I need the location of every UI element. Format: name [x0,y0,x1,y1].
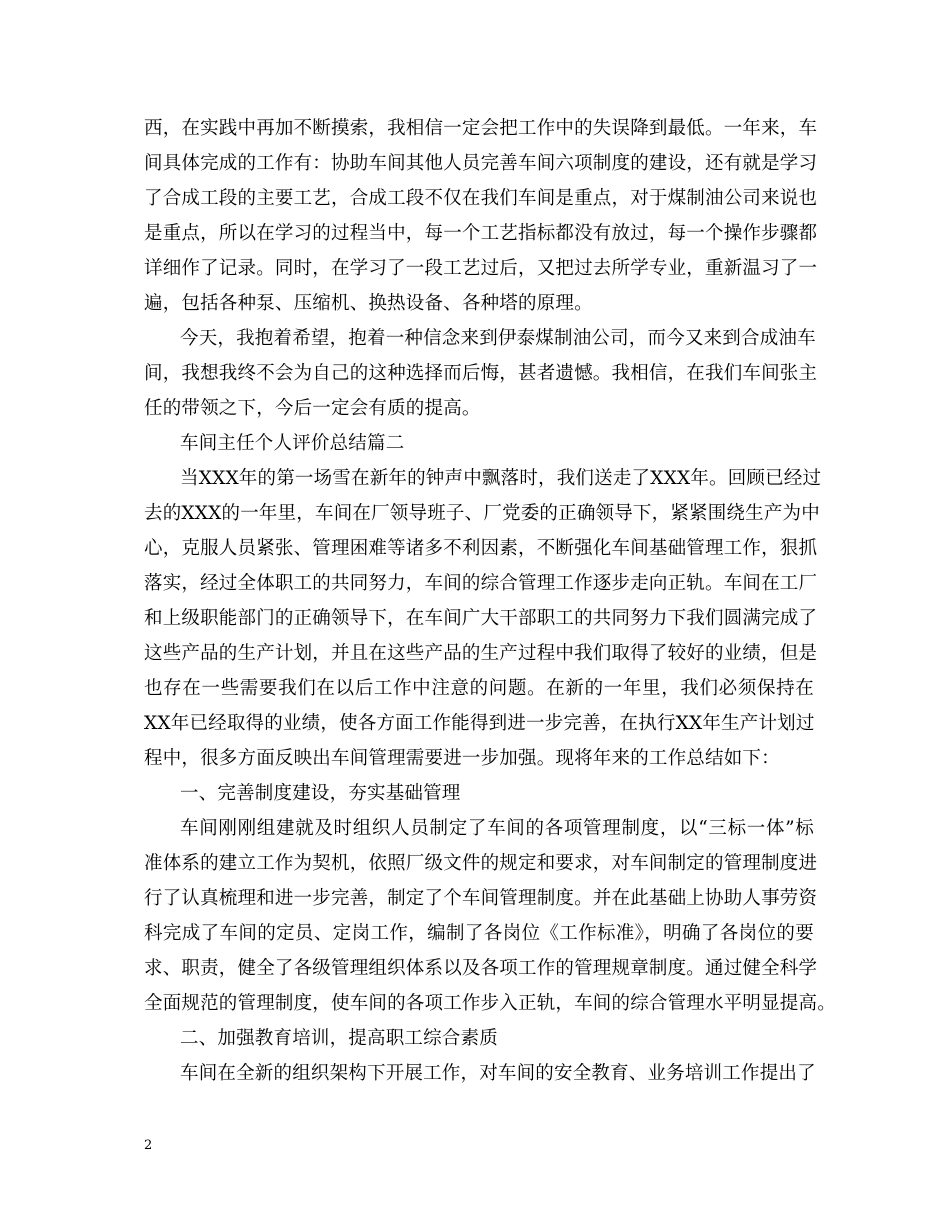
text-line: 和上级职能部门的正确领导下，在车间广大干部职工的共同努力下我们圆满完成了 [144,608,818,629]
text-line: 求、职责，健全了各级管理组织体系以及各项工作的管理规章制度。通过健全科学 [144,958,818,979]
text-line: 遍，包括各种泵、压缩机、换热设备、各种塔的原理。 [144,293,593,314]
text-line: 间，我想我终不会为自己的这种选择而后悔，甚者遗憾。我相信，在我们车间张主 [144,363,818,384]
text-line: 准体系的建立工作为契机，依照厂级文件的规定和要求，对车间制定的管理制度进 [144,853,818,874]
text-line: 程中，很多方面反映出车间管理需要进一步加强。现将年来的工作总结如下： [144,748,780,769]
text-line: 这些产品的生产计划，并且在这些产品的生产过程中我们取得了较好的业绩，但是 [144,643,818,664]
text-line: 是重点，所以在学习的过程当中，每一个工艺指标都没有放过，每一个操作步骤都 [144,223,818,244]
text-line: 去的XXX的一年里，车间在厂领导班子、厂党委的正确领导下，紧紧围绕生产为中 [144,503,820,524]
text-line: 落实，经过全体职工的共同努力，车间的综合管理工作逐步走向正轨。车间在工厂 [144,573,818,594]
section-heading: 车间主任个人评价总结篇二 [180,433,405,454]
text-line: 也存在一些需要我们在以后工作中注意的问题。在新的一年里，我们必须保持在 [144,678,814,699]
text-line: 了合成工段的主要工艺，合成工段不仅在我们车间是重点，对于煤制油公司来说也 [144,188,818,209]
text-line: 间具体完成的工作有：协助车间其他人员完善车间六项制度的建设，还有就是学习 [144,153,818,174]
paragraph-first-line: 今天，我抱着希望，抱着一种信念来到伊泰煤制油公司，而今又来到合成油车 [180,328,816,349]
text-line: 西，在实践中再加不断摸索，我相信一定会把工作中的失误降到最低。一年来，车 [144,118,818,139]
subsection-heading: 一、完善制度建设，夯实基础管理 [180,783,461,804]
page-number: 2 [144,1138,153,1153]
text-line: 心，克服人员紧张、管理困难等诸多不利因素，不断强化车间基础管理工作，狠抓 [144,538,818,559]
text-line: XX年已经取得的业绩，使各方面工作能得到进一步完善，在执行XX年生产计划过 [144,713,815,734]
paragraph-first-line: 车间刚刚组建就及时组织人员制定了车间的各项管理制度，以“三标一体”标 [180,818,814,839]
paragraph-first-line: 车间在全新的组织架构下开展工作，对车间的安全教育、业务培训工作提出了 [180,1063,816,1084]
paragraph-first-line: 当XXX年的第一场雪在新年的钟声中飘落时，我们送走了XXX年。回顾已经过 [180,468,822,489]
text-line: 科完成了车间的定员、定岗工作，编制了各岗位《工作标准》，明确了各岗位的要 [144,923,814,944]
text-line: 详细作了记录。同时，在学习了一段工艺过后，又把过去所学专业，重新温习了一 [144,258,818,279]
text-line: 任的带领之下，今后一定会有质的提高。 [144,398,481,419]
subsection-heading: 二、加强教育培训，提高职工综合素质 [180,1028,498,1049]
text-line: 行了认真梳理和进一步完善，制定了个车间管理制度。并在此基础上协助人事劳资 [144,888,818,909]
text-line: 全面规范的管理制度，使车间的各项工作步入正轨，车间的综合管理水平明显提高。 [144,993,836,1014]
